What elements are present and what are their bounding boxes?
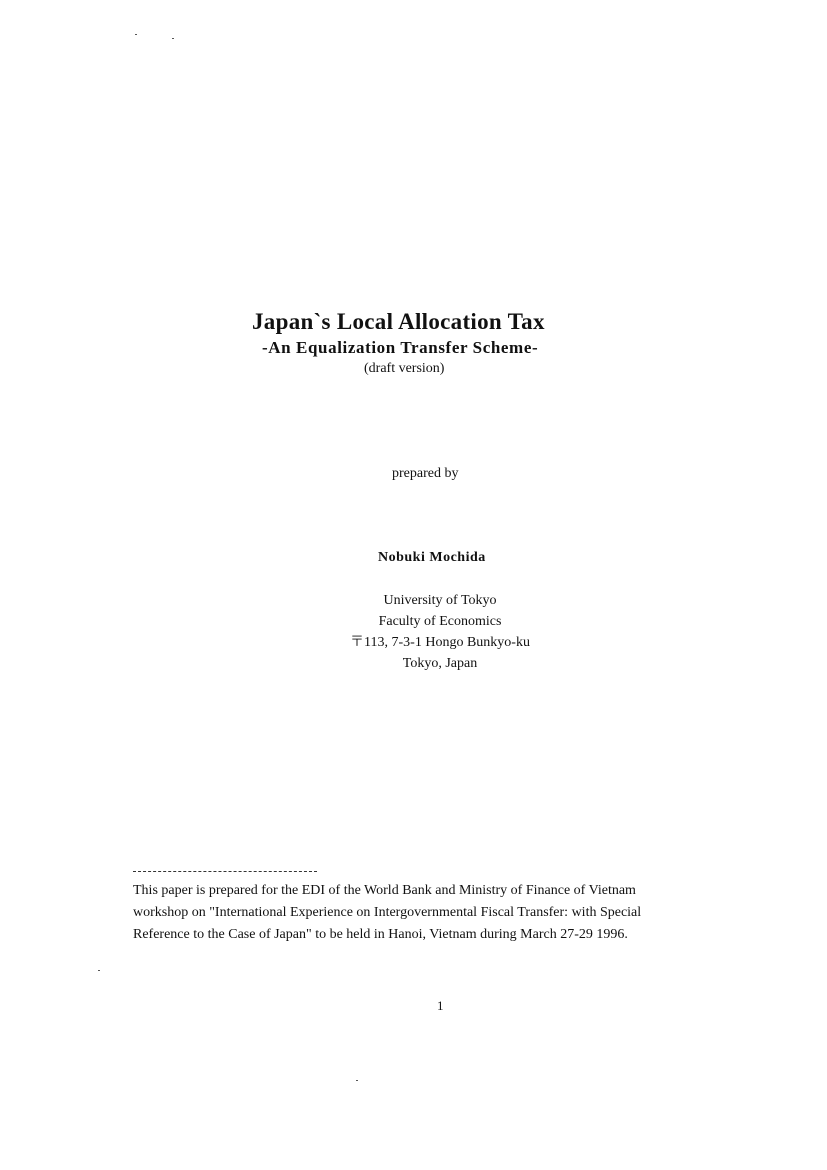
footnote-line: workshop on "International Experience on Intergovernmental Fiscal Transfer: with Special bbox=[133, 905, 642, 920]
footnote bbox=[133, 880, 733, 946]
paper-title: Japan`s Local Allocation Tax bbox=[252, 309, 545, 334]
scan-speck bbox=[98, 970, 100, 971]
scan-speck bbox=[356, 1080, 358, 1081]
affiliation-faculty: Faculty of Economics bbox=[378, 614, 502, 629]
paper-subtitle: -An Equalization Transfer Scheme- bbox=[262, 338, 539, 357]
prepared-by-label: prepared by bbox=[392, 466, 459, 481]
page-number: 1 bbox=[437, 998, 444, 1013]
author-affiliation bbox=[300, 590, 580, 674]
version-note: (draft version) bbox=[364, 361, 445, 376]
footnote-line: This paper is prepared for the EDI of the World Bank and Ministry of Finance of Vietnam bbox=[133, 883, 636, 898]
affiliation-address: 〒113, 7-3-1 Hongo Bunkyo-ku bbox=[350, 635, 530, 650]
scan-speck bbox=[135, 34, 137, 35]
footnote-line: Reference to the Case of Japan" to be held in Hanoi, Vietnam during March 27-29 1996. bbox=[133, 927, 628, 942]
footnote-divider bbox=[133, 871, 317, 872]
affiliation-city: Tokyo, Japan bbox=[402, 656, 478, 671]
affiliation-university: University of Tokyo bbox=[383, 593, 497, 608]
scan-speck bbox=[172, 38, 174, 39]
author-name: Nobuki Mochida bbox=[378, 550, 486, 565]
